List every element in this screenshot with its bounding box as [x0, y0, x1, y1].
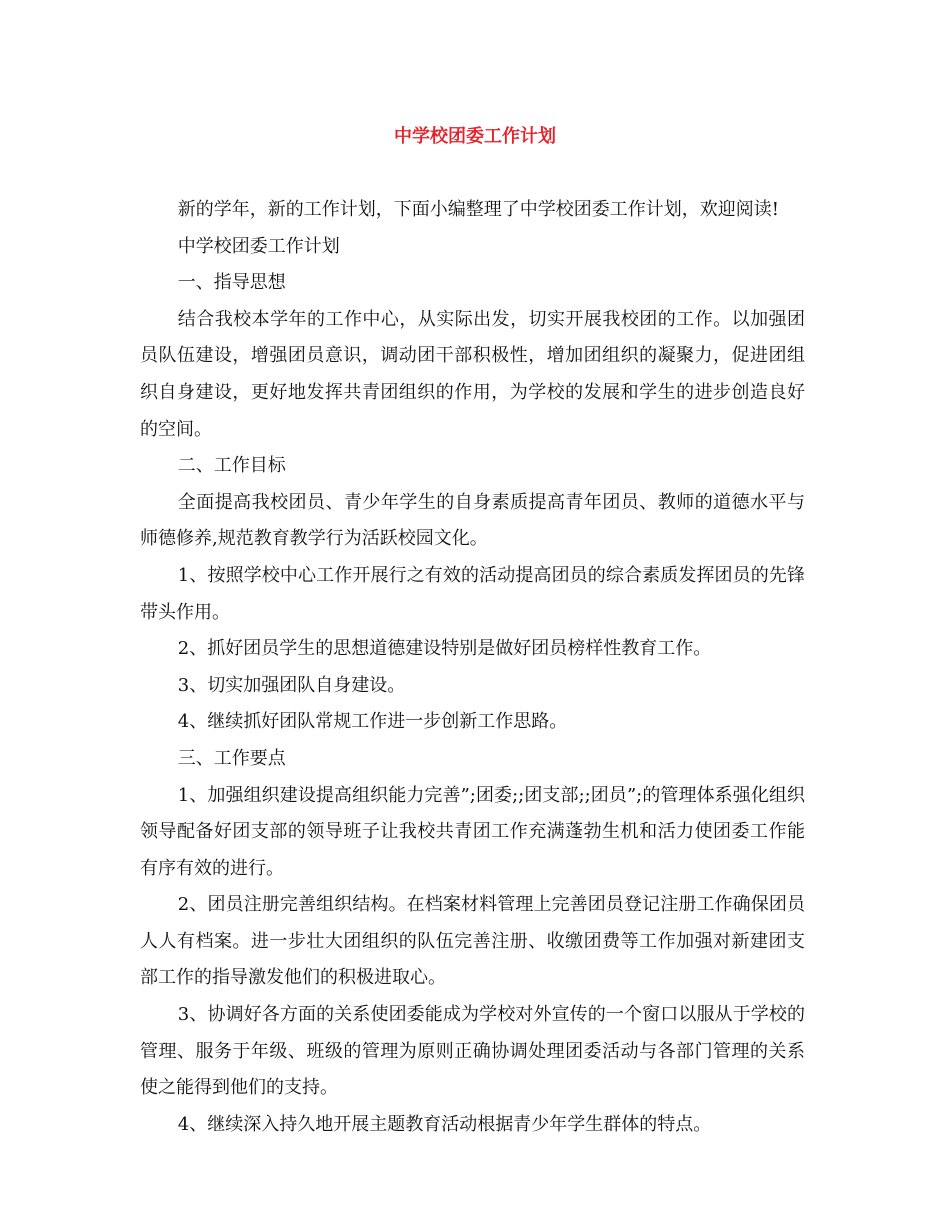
- goal-item-2: 2、抓好团员学生的思想道德建设特别是做好团员榜样性教育工作。: [177, 638, 712, 660]
- paragraph-work-goals: 全面提高我校团员、青少年学生的自身素质提高青年团员、教师的道德水平与师德修养,规范教育教学行为活跃校园文化。: [140, 491, 805, 550]
- work-point-1: 1、加强组织建设提高组织能力完善”;团委;;团支部;;团员”;的管理体系强化组织领导配备好团支部的领导班子让我校共青团工作充满蓬勃生机和活力使团委工作能有序有效的进行。: [140, 784, 805, 879]
- goal-item-4: 4、继续抓好团队常规工作进一步创新工作思路。: [177, 711, 568, 733]
- work-point-3: 3、协调好各方面的关系使团委能成为学校对外宣传的一个窗口以服从于学校的管理、服务于年级、班级的管理为原则正确协调处理团委活动与各部门管理的关系使之能得到他们的支持。: [140, 1004, 805, 1099]
- subtitle-paragraph: 中学校团委工作计划: [177, 235, 340, 257]
- document-body: [140, 192, 805, 1143]
- section-heading-guiding-ideology: 一、指导思想: [177, 272, 286, 294]
- goal-item-1: 1、按照学校中心工作开展行之有效的活动提高团员的综合素质发挥团员的先锋带头作用。: [140, 564, 805, 623]
- work-point-2: 2、团员注册完善组织结构。在档案材料管理上完善团员登记注册工作确保团员人人有档案。进一步壮大团组织的队伍完善注册、收缴团费等工作加强对新建团支部工作的指导激发他们的积极进取心。: [140, 894, 805, 989]
- intro-paragraph: 新的学年，新的工作计划，下面小编整理了中学校团委工作计划，欢迎阅读!: [177, 199, 780, 220]
- document-title: 中学校团委工作计划: [394, 126, 556, 147]
- section-heading-work-goals: 二、工作目标: [177, 455, 286, 477]
- goal-item-3: 3、切实加强团队自身建设。: [177, 674, 406, 696]
- section-heading-work-points: 三、工作要点: [177, 747, 286, 769]
- paragraph-guiding-ideology: 结合我校本学年的工作中心，从实际出发，切实开展我校团的工作。以加强团员队伍建设，增强团员意识，调动团干部积极性，增加团组织的凝聚力，促进团组织自身建设，更好地发挥共青团组织的作用，为学校的发展和学生的进步创造良好的空间。: [140, 308, 805, 440]
- work-point-4: 4、继续深入持久地开展主题教育活动根据青少年学生群体的特点。: [177, 1113, 712, 1135]
